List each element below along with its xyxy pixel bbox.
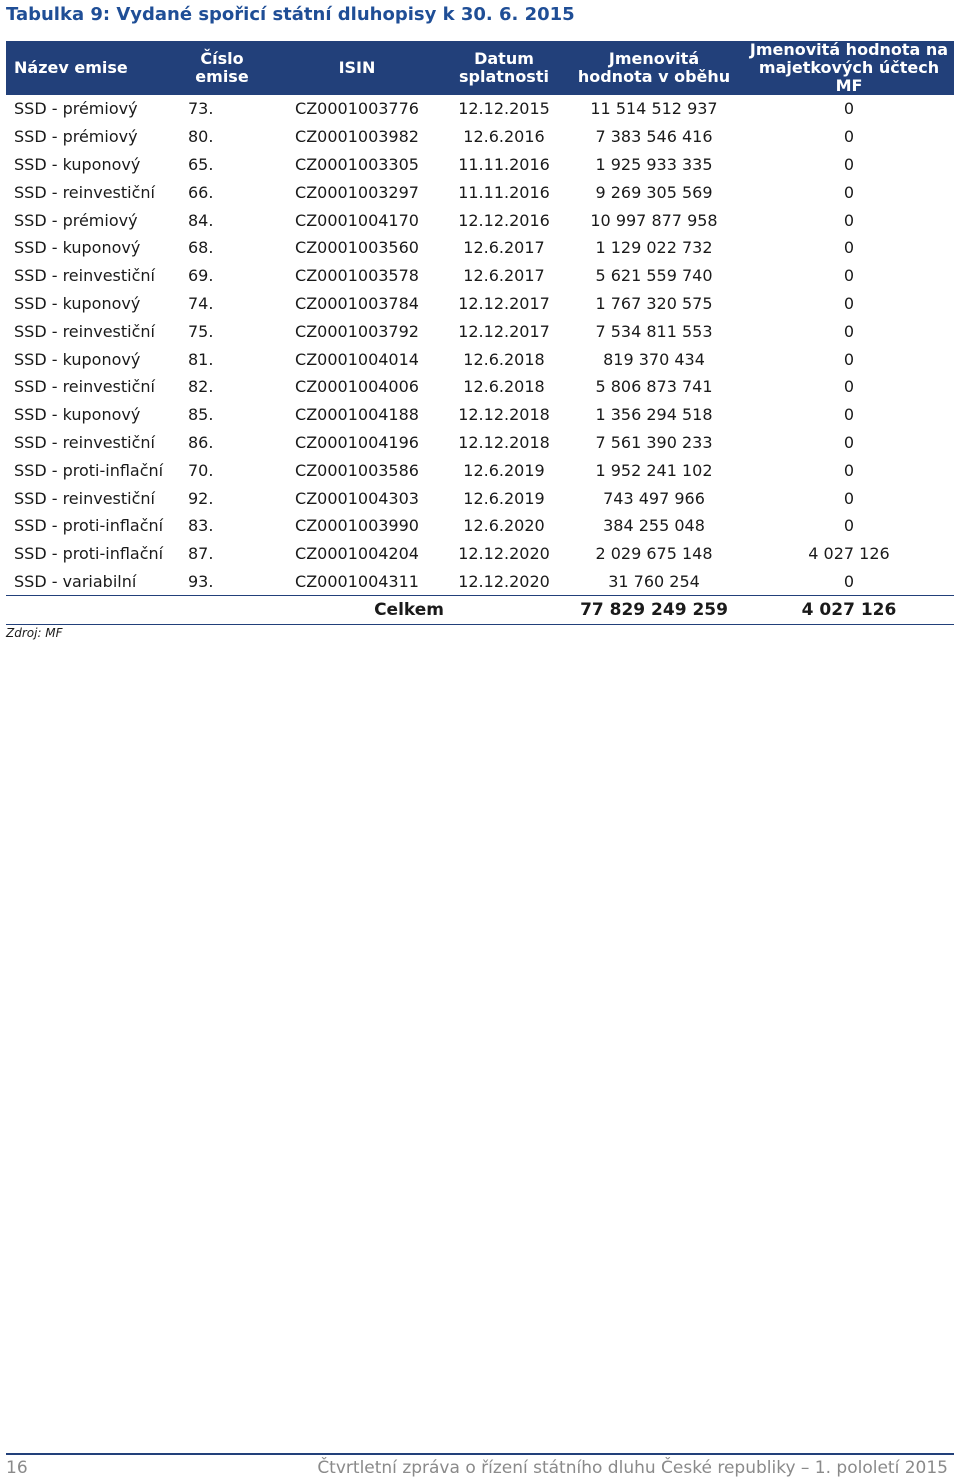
header-mf-accounts-value: Jmenovitá hodnota na majetkových účtech MF	[749, 40, 949, 95]
header-issue-number: Číslo emise	[195, 49, 249, 86]
cell-issue-name: SSD - proti-inflační	[14, 544, 164, 564]
cell-issue-name: SSD - prémiový	[14, 127, 138, 147]
cell-isin: CZ0001004311	[295, 571, 419, 591]
cell-maturity-date: 12.6.2018	[463, 349, 545, 369]
cell-mf-accounts-value: 0	[843, 293, 855, 313]
cell-nominal-value: 743 497 966	[603, 488, 705, 508]
cell-nominal-value: 819 370 434	[603, 349, 705, 369]
cell-isin: CZ0001003586	[295, 460, 419, 480]
cell-isin: CZ0001003776	[295, 99, 419, 119]
cell-issue-name: SSD - kuponový	[14, 238, 141, 258]
cell-issue-number: 82.	[188, 377, 214, 397]
table-row	[6, 456, 954, 484]
total-label: Celkem	[6, 596, 444, 625]
cell-issue-number: 83.	[188, 516, 214, 536]
cell-nominal-value: 1 925 933 335	[595, 154, 713, 174]
table-row	[6, 95, 954, 123]
footer-divider	[6, 1453, 954, 1455]
cell-issue-name: SSD - proti-inflační	[14, 516, 164, 536]
cell-isin: CZ0001004188	[295, 405, 419, 425]
cell-maturity-date: 12.12.2016	[458, 210, 550, 230]
cell-mf-accounts-value: 0	[843, 154, 855, 174]
cell-maturity-date: 12.12.2017	[458, 293, 550, 313]
cell-issue-name: SSD - prémiový	[14, 99, 138, 119]
cell-isin: CZ0001003297	[295, 182, 419, 202]
header-maturity-date: Datum splatnosti	[459, 49, 549, 86]
cell-nominal-value: 7 534 811 553	[595, 321, 713, 341]
cell-maturity-date: 12.12.2018	[458, 405, 550, 425]
cell-issue-number: 73.	[188, 99, 214, 119]
cell-isin: CZ0001003982	[295, 127, 419, 147]
cell-nominal-value: 384 255 048	[603, 516, 705, 536]
cell-isin: CZ0001004196	[295, 432, 419, 452]
header-nominal-value: Jmenovitá hodnota v oběhu	[577, 49, 731, 86]
table-row	[6, 290, 954, 318]
table-row	[6, 234, 954, 262]
cell-isin: CZ0001003792	[295, 321, 419, 341]
cell-maturity-date: 12.6.2020	[463, 516, 545, 536]
table-header-row	[6, 41, 954, 95]
cell-issue-number: 66.	[188, 182, 214, 202]
cell-mf-accounts-value: 0	[843, 321, 855, 341]
cell-nominal-value: 1 952 241 102	[595, 460, 713, 480]
table-row	[6, 401, 954, 429]
cell-isin: CZ0001004014	[295, 349, 419, 369]
cell-isin: CZ0001003578	[295, 266, 419, 286]
table-row	[6, 151, 954, 179]
cell-mf-accounts-value: 0	[843, 516, 855, 536]
cell-issue-name: SSD - reinvestiční	[14, 377, 155, 397]
cell-mf-accounts-value: 4 027 126	[808, 544, 890, 564]
table-row	[6, 373, 954, 401]
cell-issue-name: SSD - kuponový	[14, 405, 141, 425]
cell-mf-accounts-value: 0	[843, 405, 855, 425]
cell-maturity-date: 12.6.2019	[463, 460, 545, 480]
table-row	[6, 484, 954, 512]
cell-issue-number: 86.	[188, 432, 214, 452]
cell-mf-accounts-value: 0	[843, 432, 855, 452]
cell-maturity-date: 12.6.2017	[463, 238, 545, 258]
cell-maturity-date: 12.12.2015	[458, 99, 550, 119]
cell-maturity-date: 11.11.2016	[458, 154, 550, 174]
cell-maturity-date: 12.6.2017	[463, 266, 545, 286]
cell-maturity-date: 12.12.2017	[458, 321, 550, 341]
cell-nominal-value: 5 806 873 741	[595, 377, 713, 397]
cell-issue-number: 92.	[188, 488, 214, 508]
table-row	[6, 178, 954, 206]
table-row	[6, 123, 954, 151]
cell-mf-accounts-value: 0	[843, 571, 855, 591]
cell-issue-number: 70.	[188, 460, 214, 480]
table-title: Tabulka 9: Vydané spořicí státní dluhopisy k 30. 6. 2015	[6, 4, 575, 25]
cell-isin: CZ0001003784	[295, 293, 419, 313]
cell-mf-accounts-value: 0	[843, 182, 855, 202]
cell-issue-name: SSD - variabilní	[14, 571, 137, 591]
cell-mf-accounts-value: 0	[843, 127, 855, 147]
cell-nominal-value: 10 997 877 958	[590, 210, 718, 230]
table-row	[6, 540, 954, 568]
header-isin: ISIN	[338, 58, 376, 77]
cell-isin: CZ0001003305	[295, 154, 419, 174]
table-row	[6, 262, 954, 290]
cell-maturity-date: 11.11.2016	[458, 182, 550, 202]
bonds-table	[6, 41, 954, 625]
cell-isin: CZ0001004303	[295, 488, 419, 508]
cell-issue-number: 80.	[188, 127, 214, 147]
total-mf-value: 4 027 126	[744, 596, 954, 625]
table-row	[6, 429, 954, 457]
total-nominal-value: 77 829 249 259	[564, 596, 744, 625]
cell-issue-number: 81.	[188, 349, 214, 369]
cell-issue-name: SSD - reinvestiční	[14, 432, 155, 452]
cell-mf-accounts-value: 0	[843, 266, 855, 286]
table-row	[6, 345, 954, 373]
cell-nominal-value: 1 767 320 575	[595, 293, 713, 313]
cell-issue-number: 75.	[188, 321, 214, 341]
cell-mf-accounts-value: 0	[843, 460, 855, 480]
cell-maturity-date: 12.6.2019	[463, 488, 545, 508]
cell-maturity-date: 12.12.2020	[458, 544, 550, 564]
footer-report-title: Čtvrtletní zpráva o řízení státního dluhu České republiky – 1. pololetí 2015	[317, 1458, 948, 1478]
cell-mf-accounts-value: 0	[843, 210, 855, 230]
cell-isin: CZ0001003560	[295, 238, 419, 258]
cell-nominal-value: 31 760 254	[608, 571, 700, 591]
table-row	[6, 317, 954, 345]
cell-isin: CZ0001004006	[295, 377, 419, 397]
page-number: 16	[6, 1458, 28, 1478]
cell-maturity-date: 12.6.2016	[463, 127, 545, 147]
cell-nominal-value: 1 356 294 518	[595, 405, 713, 425]
cell-issue-number: 68.	[188, 238, 214, 258]
cell-isin: CZ0001004170	[295, 210, 419, 230]
cell-issue-name: SSD - prémiový	[14, 210, 138, 230]
cell-issue-name: SSD - reinvestiční	[14, 182, 155, 202]
cell-issue-number: 85.	[188, 405, 214, 425]
cell-isin: CZ0001003990	[295, 516, 419, 536]
cell-maturity-date: 12.12.2018	[458, 432, 550, 452]
total-row	[6, 596, 954, 625]
cell-issue-number: 69.	[188, 266, 214, 286]
source-note: Zdroj: MF	[6, 626, 63, 640]
cell-nominal-value: 2 029 675 148	[595, 544, 713, 564]
cell-issue-name: SSD - reinvestiční	[14, 266, 155, 286]
cell-issue-name: SSD - reinvestiční	[14, 488, 155, 508]
cell-mf-accounts-value: 0	[843, 377, 855, 397]
cell-issue-name: SSD - kuponový	[14, 349, 141, 369]
cell-mf-accounts-value: 0	[843, 99, 855, 119]
cell-issue-name: SSD - reinvestiční	[14, 321, 155, 341]
cell-mf-accounts-value: 0	[843, 488, 855, 508]
cell-issue-name: SSD - kuponový	[14, 154, 141, 174]
cell-issue-name: SSD - proti-inflační	[14, 460, 164, 480]
table-row	[6, 206, 954, 234]
cell-issue-number: 84.	[188, 210, 214, 230]
cell-issue-number: 87.	[188, 544, 214, 564]
cell-nominal-value: 7 561 390 233	[595, 432, 713, 452]
cell-issue-name: SSD - kuponový	[14, 293, 141, 313]
cell-maturity-date: 12.6.2018	[463, 377, 545, 397]
table-row	[6, 568, 954, 596]
cell-maturity-date: 12.12.2020	[458, 571, 550, 591]
cell-nominal-value: 5 621 559 740	[595, 266, 713, 286]
cell-nominal-value: 11 514 512 937	[590, 99, 718, 119]
cell-mf-accounts-value: 0	[843, 349, 855, 369]
cell-issue-number: 65.	[188, 154, 214, 174]
table-row	[6, 512, 954, 540]
cell-issue-number: 93.	[188, 571, 214, 591]
cell-mf-accounts-value: 0	[843, 238, 855, 258]
header-issue-name: Název emise	[14, 58, 128, 77]
cell-nominal-value: 1 129 022 732	[595, 238, 713, 258]
cell-nominal-value: 9 269 305 569	[595, 182, 713, 202]
cell-nominal-value: 7 383 546 416	[595, 127, 713, 147]
cell-isin: CZ0001004204	[295, 544, 419, 564]
cell-issue-number: 74.	[188, 293, 214, 313]
